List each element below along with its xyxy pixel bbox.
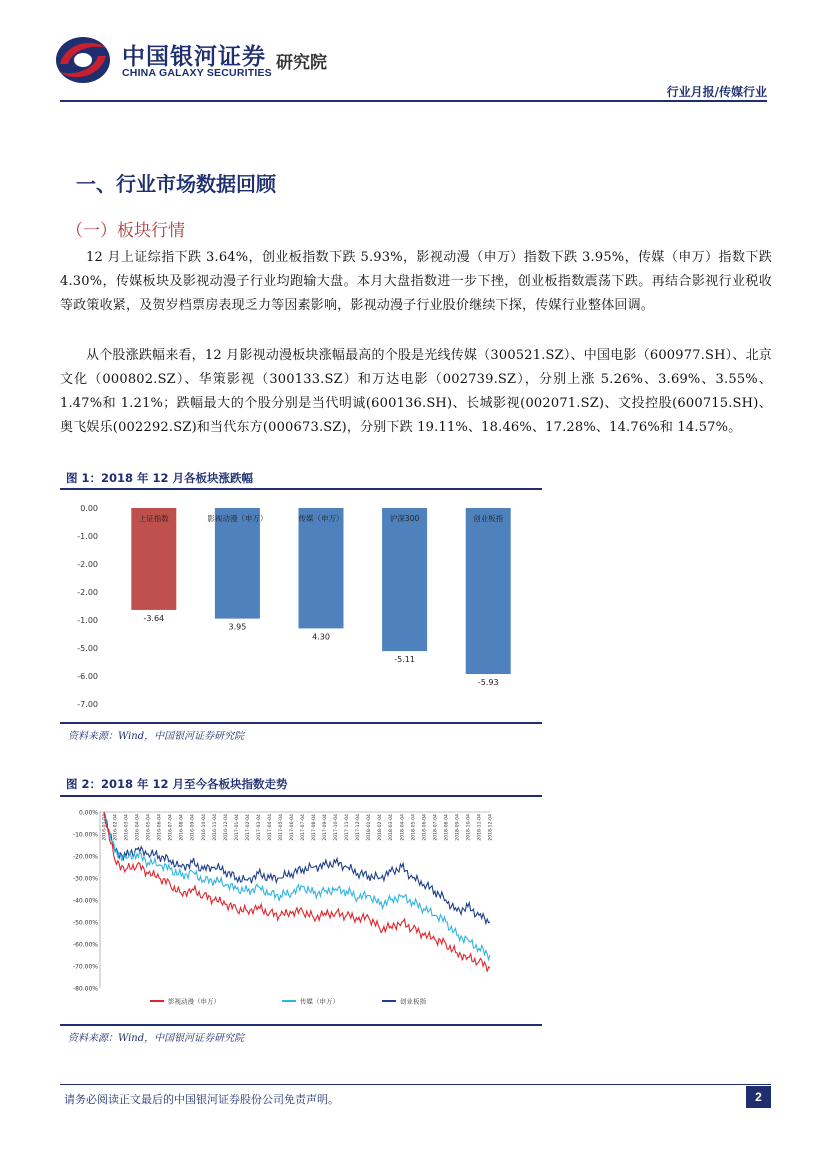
section-heading: 一、行业市场数据回顾 bbox=[76, 172, 276, 196]
category-label: 上证指数 bbox=[138, 514, 169, 523]
category-label: 沪深300 bbox=[389, 514, 420, 523]
y-tick-label: -80.00% bbox=[72, 985, 98, 993]
category-label: 创业板指 bbox=[473, 514, 504, 523]
category-label: 传媒（申万） bbox=[298, 514, 344, 523]
figure2-top-rule bbox=[60, 795, 542, 797]
data-label: 4.30 bbox=[312, 632, 330, 642]
y-tick-label: -2.00 bbox=[77, 588, 98, 597]
bar bbox=[382, 508, 427, 651]
figure1-bar-chart bbox=[60, 492, 542, 720]
footer-divider bbox=[60, 1084, 771, 1085]
paragraph-2: 从个股涨跌幅来看，12 月影视动漫板块涨幅最高的个股是光线传媒（300521.SZ）、中国电影（600977.SH）、北京文化（000802.SZ）、华策影视（300133.SZ）和万达电影（002739.SZ），分别上涨 5.26%、3.69%、3.55%、1.47%和 1.21%；跌幅最大的个股分别是当代明诚(600136.SH)、长城影视(002071.SZ)、文投控股(600715.SH)、奥飞娱乐(002292.SZ)和当代东方(000673.SZ)，分别下跌 19.11%、18.46%、17.28%、14.76%和 14.57%。 bbox=[60, 348, 772, 435]
legend-label: 创业板指 bbox=[400, 997, 426, 1006]
figure1-title: 图 1：2018 年 12 月各板块涨跌幅 bbox=[66, 471, 254, 485]
y-tick-label: 0.00% bbox=[78, 809, 98, 817]
bar bbox=[466, 508, 511, 674]
x-tick-label: 2017-04-04 bbox=[267, 814, 273, 841]
y-tick-label: -20.00% bbox=[72, 853, 98, 861]
x-tick-label: 2016-06-04 bbox=[157, 814, 163, 841]
x-tick-label: 2016-11-04 bbox=[212, 814, 218, 841]
footer-disclaimer: 请务必阅读正文最后的中国银河证券股份公司免责声明。 bbox=[64, 1093, 339, 1106]
x-tick-label: 2017-05-04 bbox=[278, 814, 284, 841]
x-tick-label: 2016-10-04 bbox=[201, 814, 207, 841]
x-tick-label: 2018-12-04 bbox=[488, 814, 494, 841]
x-tick-label: 2016-08-04 bbox=[179, 814, 185, 841]
x-tick-label: 2016-07-04 bbox=[168, 814, 174, 841]
galaxy-logo-icon bbox=[54, 34, 112, 86]
y-tick-label: -2.00 bbox=[77, 560, 98, 569]
report-type: 行业月报/传媒行业 bbox=[666, 85, 767, 99]
logo-english: CHINA GALAXY SECURITIES bbox=[122, 67, 272, 79]
bar bbox=[299, 508, 344, 628]
x-tick-label: 2016-04-04 bbox=[135, 814, 141, 841]
x-tick-label: 2018-08-04 bbox=[444, 814, 450, 841]
data-label: -3.64 bbox=[143, 613, 165, 623]
data-label: -5.11 bbox=[394, 655, 415, 665]
y-tick-label: -6.00 bbox=[77, 672, 98, 681]
y-tick-label: -70.00% bbox=[72, 963, 98, 971]
x-tick-label: 2017-06-04 bbox=[289, 814, 295, 841]
x-tick-label: 2017-10-04 bbox=[334, 814, 340, 841]
x-tick-label: 2018-10-04 bbox=[466, 814, 472, 841]
bar bbox=[131, 508, 176, 610]
x-tick-label: 2017-08-04 bbox=[312, 814, 318, 841]
y-tick-label: -1.00 bbox=[77, 532, 98, 541]
figure1-top-rule bbox=[60, 488, 542, 490]
institute-label: 研究院 bbox=[276, 53, 327, 73]
figure2-title: 图 2：2018 年 12 月至今各板块指数走势 bbox=[66, 777, 288, 791]
category-label: 影视动漫（申万） bbox=[207, 514, 268, 523]
bar bbox=[215, 508, 260, 619]
y-tick-label: -40.00% bbox=[72, 897, 98, 905]
x-tick-label: 2018-09-04 bbox=[455, 814, 461, 841]
x-tick-label: 2017-11-04 bbox=[345, 814, 351, 841]
x-tick-label: 2017-09-04 bbox=[323, 814, 329, 841]
x-tick-label: 2017-01-04 bbox=[234, 814, 240, 841]
y-tick-label: -10.00% bbox=[72, 831, 98, 839]
y-tick-label: -5.00 bbox=[77, 644, 98, 653]
page-number: 2 bbox=[746, 1086, 771, 1108]
y-tick-label: -50.00% bbox=[72, 919, 98, 927]
x-tick-label: 2018-01-04 bbox=[367, 814, 373, 841]
x-tick-label: 2016-09-04 bbox=[190, 814, 196, 841]
x-tick-label: 2016-03-04 bbox=[124, 814, 130, 841]
y-tick-label: -60.00% bbox=[72, 941, 98, 949]
y-tick-label: 0.00 bbox=[80, 504, 98, 513]
x-tick-label: 2017-03-04 bbox=[256, 814, 262, 841]
y-tick-label: -1.00 bbox=[77, 616, 98, 625]
y-tick-label: -7.00 bbox=[77, 700, 98, 709]
x-tick-label: 2016-05-04 bbox=[146, 814, 152, 841]
x-tick-label: 2017-02-04 bbox=[245, 814, 251, 841]
data-label: 3.95 bbox=[228, 622, 247, 632]
figure2-line-chart bbox=[60, 800, 542, 1022]
figure1-source: 资料来源：Wind，中国银河证券研究院 bbox=[68, 731, 245, 742]
figure1-bottom-rule bbox=[60, 722, 542, 724]
x-tick-label: 2018-07-04 bbox=[433, 814, 439, 841]
x-tick-label: 2016-02-04 bbox=[113, 814, 119, 841]
x-tick-label: 2016-01-04 bbox=[102, 814, 108, 841]
x-tick-label: 2018-03-04 bbox=[389, 814, 395, 841]
subsection-heading: （一）板块行情 bbox=[66, 221, 185, 241]
x-tick-label: 2018-11-04 bbox=[477, 814, 483, 841]
paragraph-1: 12 月上证综指下跌 3.64%，创业板指数下跌 5.93%，影视动漫（申万）指数下跌 3.95%，传媒（申万）指数下跌 4.30%，传媒板块及影视动漫子行业均跑输大盘。本月大盘指数进一步下挫，创业板指数震荡下跌。再结合影视行业税收等政策收紧，及贺岁档票房表现乏力等因素影响，影视动漫子行业股价继续下探，传媒行业整体回调。 bbox=[60, 250, 772, 313]
logo-chinese: 中国银河证券 bbox=[122, 44, 266, 70]
x-tick-label: 2016-12-04 bbox=[223, 814, 229, 841]
y-tick-label: -30.00% bbox=[72, 875, 98, 883]
x-tick-label: 2018-02-04 bbox=[378, 814, 384, 841]
x-tick-label: 2017-12-04 bbox=[356, 814, 362, 841]
x-tick-label: 2018-06-04 bbox=[422, 814, 428, 841]
figure2-source: 资料来源：Wind，中国银河证券研究院 bbox=[68, 1033, 245, 1044]
x-tick-label: 2017-07-04 bbox=[301, 814, 307, 841]
header-divider bbox=[60, 100, 767, 102]
x-tick-label: 2018-04-04 bbox=[400, 814, 406, 841]
x-tick-label: 2018-05-04 bbox=[411, 814, 417, 841]
legend-label: 影视动漫（申万） bbox=[168, 997, 220, 1006]
legend-label: 传媒（申万） bbox=[300, 997, 339, 1006]
figure2-bottom-rule bbox=[60, 1024, 542, 1026]
data-label: -5.93 bbox=[477, 678, 499, 688]
